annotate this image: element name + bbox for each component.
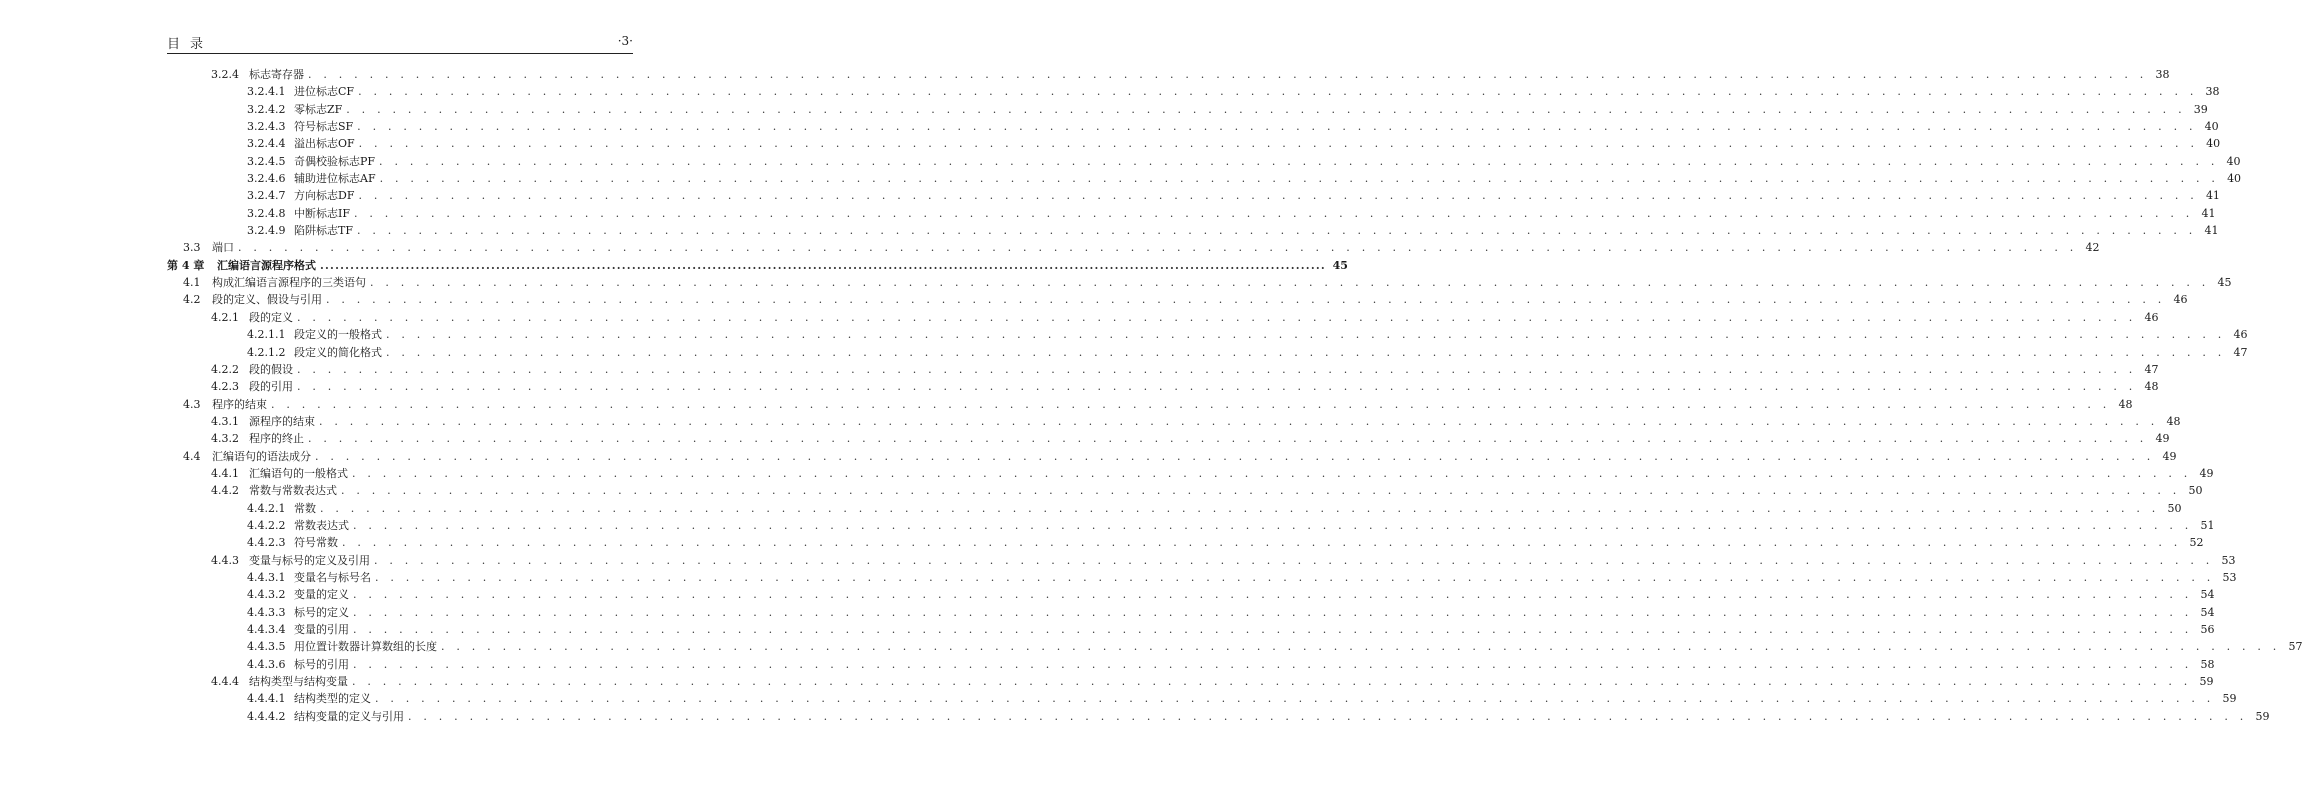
table-of-contents (167, 66, 2302, 725)
toc-entry-page: 59 (2255, 709, 2270, 723)
toc-entry-title: 程序的终止 (249, 432, 304, 446)
toc-entry-number: 4.4.2 (211, 484, 239, 498)
toc-entry (167, 482, 2203, 499)
toc-entry-title: 零标志ZF (294, 102, 343, 116)
toc-entry-title: 方向标志DF (294, 189, 355, 203)
toc-entry-page: 41 (2204, 224, 2219, 238)
toc-entry-page: 54 (2200, 605, 2215, 619)
toc-leader-dots: . . . . . . . . . . . . . . . . . . . . . . . . . . . . . . . . . . . . . . . . . . . . . . . . . . . . . . . . . . . . . . . . . . . . . . . . . . . . . . . . . . . . . . . . . . . . . . . . . . . . . . . . . . . . . . . . . . . . . . . . (297, 362, 2137, 376)
toc-entry-title: 标号的定义 (294, 605, 349, 619)
toc-entry-body (217, 257, 1348, 274)
toc-entry-body (294, 170, 2242, 187)
toc-leader-dots: . . . . . . . . . . . . . . . . . . . . . . . . . . . . . . . . . . . . . . . . . . . . . . . . . . . . . . . . . . . . . . . . . . . . . . . . . . . . . . . . . . . . . . . . . . . . . . . . . . . . . . . . . . . . . . . . . . . . . . . . (308, 68, 2148, 81)
toc-entry-number: 4.4.2.2 (247, 518, 286, 532)
toc-entry (167, 83, 2220, 100)
toc-entry-body (249, 309, 2159, 326)
toc-entry-number: 4.2 (183, 293, 201, 307)
toc-entry-title: 溢出标志OF (294, 137, 355, 151)
toc-entry-page: 49 (2199, 466, 2214, 480)
toc-entry-body (212, 448, 2177, 465)
toc-entry-title: 进位标志CF (294, 85, 355, 99)
toc-entry-body (294, 500, 2182, 517)
header-title: 目录 (167, 37, 214, 52)
toc-leader-dots: ........................................................................................................................................................................................................ (320, 258, 1326, 272)
toc-entry-number: 4.4.3.2 (247, 588, 286, 602)
toc-entry-page: 46 (2233, 328, 2248, 342)
toc-entry-page: 48 (2118, 397, 2133, 411)
toc-entry-body (249, 552, 2236, 569)
toc-entry-page: 49 (2155, 432, 2170, 446)
toc-entry-body (212, 274, 2232, 291)
toc-entry-number: 3.2.4 (211, 68, 239, 81)
toc-entry-page: 59 (2222, 692, 2237, 706)
toc-leader-dots: . . . . . . . . . . . . . . . . . . . . . . . . . . . . . . . . . . . . . . . . . . . . . . . . . . . . . . . . . . . . . . . . . . . . . . . . . . . . . . . . . . . . . . . . . . . . . . . . . . . . . . . . . . . . . . . . . . . . . . . . (375, 692, 2215, 706)
toc-entry-number: 4.2.1.2 (247, 345, 286, 359)
toc-leader-dots: . . . . . . . . . . . . . . . . . . . . . . . . . . . . . . . . . . . . . . . . . . . . . . . . . . . . . . . . . . . . . . . . . . . . . . . . . . . . . . . . . . . . . . . . . . . . . . . . . . . . . . . . . . . . . . . . . . . . . . . . (379, 154, 2219, 168)
toc-entry-number: 3.2.4.2 (247, 102, 286, 116)
toc-leader-dots: . . . . . . . . . . . . . . . . . . . . . . . . . . . . . . . . . . . . . . . . . . . . . . . . . . . . . . . . . . . . . . . . . . . . . . . . . . . . . . . . . . . . . . . . . . . . . . . . . . . . . . . . . . . . . . . . . . . . . . . . (358, 189, 2198, 203)
toc-entry-number: 4.4.3.5 (247, 640, 286, 654)
toc-leader-dots: . . . . . . . . . . . . . . . . . . . . . . . . . . . . . . . . . . . . . . . . . . . . . . . . . . . . . . . . . . . . . . . . . . . . . . . . . . . . . . . . . . . . . . . . . . . . . . . . . . . . . . . . . . . . . . . . . . . . . . . . (356, 224, 2197, 238)
toc-leader-dots: . . . . . . . . . . . . . . . . . . . . . . . . . . . . . . . . . . . . . . . . . . . . . . . . . . . . . . . . . . . . . . . . . . . . . . . . . . . . . . . . . . . . . . . . . . . . . . . . . . . . . . . . . . . . . . . . . . . . . . . . (297, 310, 2137, 324)
toc-entry-title: 变量的引用 (294, 623, 349, 636)
toc-entry-body (294, 534, 2204, 551)
toc-entry-title: 辅助进位标志AF (294, 172, 376, 186)
toc-entry-body (294, 326, 2248, 343)
toc-entry-title: 段的假设 (249, 362, 293, 376)
toc-entry (167, 187, 2220, 204)
toc-entry-page: 49 (2162, 449, 2177, 463)
toc-entry-number: 4.4.1 (211, 466, 239, 480)
toc-leader-dots: . . . . . . . . . . . . . . . . . . . . . . . . . . . . . . . . . . . . . . . . . . . . . . . . . . . . . . . . . . . . . . . . . . . . . . . . . . . . . . . . . . . . . . . . . . . . . . . . . . . . . . . . . . . . . . . . . . . . . . . . (379, 172, 2220, 186)
toc-entry-page: 47 (2144, 362, 2159, 376)
toc-leader-dots: . . . . . . . . . . . . . . . . . . . . . . . . . . . . . . . . . . . . . . . . . . . . . . . . . . . . . . . . . . . . . . . . . . . . . . . . . . . . . . . . . . . . . . . . . . . . . . . . . . . . . . . . . . . . . . . . . . . . . . . . (238, 241, 2078, 255)
toc-entry-number: 4.1 (183, 276, 201, 290)
toc-entry-title: 符号标志SF (294, 120, 354, 134)
toc-entry-page: 40 (2204, 120, 2219, 134)
toc-entry-body (294, 101, 2208, 118)
toc-entry-page: 58 (2200, 657, 2215, 671)
toc-leader-dots: . . . . . . . . . . . . . . . . . . . . . . . . . . . . . . . . . . . . . . . . . . . . . . . . . . . . . . . . . . . . . . . . . . . . . . . . . . . . . . . . . . . . . . . . . . . . . . . . . . . . . . . . . . . . . . . . . . . . . . . . (358, 137, 2199, 151)
toc-entry-number: 4.4.3 (211, 553, 239, 567)
toc-entry-page: 40 (2206, 137, 2221, 151)
toc-entry-page: 45 (1332, 258, 1348, 272)
toc-entry-number: 4.4.3.6 (247, 657, 286, 671)
toc-entry-body (249, 361, 2159, 378)
toc-entry-number: 4.4 (183, 449, 201, 463)
toc-entry-number: 4.2.1.1 (247, 328, 286, 342)
toc-entry (167, 378, 2159, 395)
toc-entry-page: 53 (2221, 553, 2236, 567)
toc-entry-page: 57 (2288, 640, 2302, 654)
toc-entry (167, 604, 2215, 621)
toc-entry-body (249, 66, 2170, 83)
toc-leader-dots: . . . . . . . . . . . . . . . . . . . . . . . . . . . . . . . . . . . . . . . . . . . . . . . . . . . . . . . . . . . . . . . . . . . . . . . . . . . . . . . . . . . . . . . . . . . . . . . . . . . . . . . . . . . . . . . . . . . . . . . . (271, 397, 2111, 411)
toc-entry (167, 170, 2242, 187)
toc-entry-page: 42 (2085, 241, 2100, 255)
toc-entry-page: 40 (2227, 172, 2242, 186)
toc-entry-body (294, 569, 2237, 586)
toc-leader-dots: . . . . . . . . . . . . . . . . . . . . . . . . . . . . . . . . . . . . . . . . . . . . . . . . . . . . . . . . . . . . . . . . . . . . . . . . . . . . . . . . . . . . . . . . . . . . . . . . . . . . . . . . . . . . . . . . . . . . . . . . (320, 501, 2160, 515)
toc-entry-number: 4.4.4.1 (247, 692, 286, 706)
toc-chapter-entry (167, 257, 1348, 274)
toc-entry (167, 517, 2215, 534)
toc-entry-number: 4.2.3 (211, 380, 239, 394)
toc-entry-body (294, 153, 2241, 170)
toc-entry-title: 结构类型与结构变量 (249, 675, 348, 689)
toc-entry-body (294, 690, 2237, 707)
toc-entry-number: 4.3 (183, 397, 201, 411)
toc-entry-page: 46 (2144, 310, 2159, 324)
toc-leader-dots: . . . . . . . . . . . . . . . . . . . . . . . . . . . . . . . . . . . . . . . . . . . . . . . . . . . . . . . . . . . . . . . . . . . . . . . . . . . . . . . . . . . . . . . . . . . . . . . . . . . . . . . . . . . . . . . . . . . . . . . . (353, 657, 2193, 671)
toc-entry (167, 673, 2214, 690)
toc-leader-dots: . . . . . . . . . . . . . . . . . . . . . . . . . . . . . . . . . . . . . . . . . . . . . . . . . . . . . . . . . . . . . . . . . . . . . . . . . . . . . . . . . . . . . . . . . . . . . . . . . . . . . . . . . . . . . . . . . . . . . . . . (375, 570, 2215, 584)
toc-entry-page: 38 (2205, 85, 2220, 99)
toc-entry-body (249, 673, 2214, 690)
toc-entry (167, 396, 2133, 413)
toc-entry-body (294, 135, 2221, 152)
toc-entry-number: 第 4 章 (167, 258, 205, 272)
toc-entry (167, 153, 2241, 170)
toc-entry-page: 45 (2217, 276, 2232, 290)
toc-entry-title: 汇编语句的一般格式 (249, 466, 348, 480)
toc-leader-dots: . . . . . . . . . . . . . . . . . . . . . . . . . . . . . . . . . . . . . . . . . . . . . . . . . . . . . . . . . . . . . . . . . . . . . . . . . . . . . . . . . . . . . . . . . . . . . . . . . . . . . . . . . . . . . . . . . . . . . . . . (352, 675, 2192, 689)
toc-entry-title: 变量与标号的定义及引用 (249, 553, 370, 567)
toc-entry-body (294, 187, 2220, 204)
header-page-number: ·3· (617, 34, 633, 48)
toc-entry (167, 344, 2248, 361)
toc-leader-dots: . . . . . . . . . . . . . . . . . . . . . . . . . . . . . . . . . . . . . . . . . . . . . . . . . . . . . . . . . . . . . . . . . . . . . . . . . . . . . . . . . . . . . . . . . . . . . . . . . . . . . . . . . . . . . . . . . . . . . . . . (357, 120, 2197, 134)
toc-entry-page: 40 (2226, 154, 2241, 168)
toc-entry-number: 3.2.4.8 (247, 206, 286, 220)
toc-entry-title: 段定义的一般格式 (294, 328, 382, 342)
toc-entry-body (294, 517, 2215, 534)
toc-entry (167, 448, 2177, 465)
toc-entry (167, 309, 2159, 326)
toc-entry (167, 690, 2237, 707)
toc-entry (167, 534, 2204, 551)
toc-entry-title: 源程序的结束 (249, 414, 315, 428)
toc-entry-number: 3.2.4.5 (247, 154, 286, 168)
toc-entry-body (294, 656, 2215, 673)
toc-entry-body (212, 291, 2188, 308)
toc-entry-title: 段定义的简化格式 (294, 345, 382, 359)
toc-entry-number: 3.2.4.3 (247, 120, 286, 134)
toc-entry-title: 变量名与标号名 (294, 570, 371, 584)
toc-entry-number: 4.4.2.3 (247, 536, 286, 550)
toc-leader-dots: . . . . . . . . . . . . . . . . . . . . . . . . . . . . . . . . . . . . . . . . . . . . . . . . . . . . . . . . . . . . . . . . . . . . . . . . . . . . . . . . . . . . . . . . . . . . . . . . . . . . . . . . . . . . . . . . . . . . . . . . (386, 345, 2226, 359)
toc-entry-body (249, 413, 2181, 430)
toc-entry (167, 361, 2159, 378)
toc-entry-title: 端口 (212, 241, 234, 255)
toc-leader-dots: . . . . . . . . . . . . . . . . . . . . . . . . . . . . . . . . . . . . . . . . . . . . . . . . . . . . . . . . . . . . . . . . . . . . . . . . . . . . . . . . . . . . . . . . . . . . . . . . . . . . . . . . . . . . . . . . . . . . . . . . (308, 432, 2148, 446)
toc-entry-page: 46 (2173, 293, 2188, 307)
toc-entry (167, 291, 2188, 308)
toc-entry-page: 48 (2166, 414, 2181, 428)
toc-entry-page: 56 (2200, 623, 2215, 636)
toc-leader-dots: . . . . . . . . . . . . . . . . . . . . . . . . . . . . . . . . . . . . . . . . . . . . . . . . . . . . . . . . . . . . . . . . . . . . . . . . . . . . . . . . . . . . . . . . . . . . . . . . . . . . . . . . . . . . . . . . . . . . . . . . (408, 709, 2248, 723)
toc-entry-title: 常数表达式 (294, 518, 349, 532)
toc-leader-dots: . . . . . . . . . . . . . . . . . . . . . . . . . . . . . . . . . . . . . . . . . . . . . . . . . . . . . . . . . . . . . . . . . . . . . . . . . . . . . . . . . . . . . . . . . . . . . . . . . . . . . . . . . . . . . . . . . . . . . . . . (326, 293, 2166, 307)
toc-entry-title: 用位置计数器计算数组的长度 (294, 640, 437, 654)
toc-entry (167, 569, 2237, 586)
toc-entry-number: 3.2.4.1 (247, 85, 286, 99)
toc-entry-number: 3.3 (183, 241, 201, 255)
toc-entry-title: 程序的结束 (212, 397, 267, 411)
toc-entry-title: 符号常数 (294, 536, 338, 550)
toc-entry-page: 59 (2199, 675, 2214, 689)
toc-entry-page: 50 (2188, 484, 2203, 498)
toc-entry-title: 标志寄存器 (249, 68, 304, 81)
toc-entry-body (294, 344, 2248, 361)
toc-entry (167, 465, 2214, 482)
toc-entry (167, 118, 2219, 135)
toc-entry-title: 变量的定义 (294, 588, 349, 602)
toc-entry-page: 50 (2167, 501, 2182, 515)
toc-entry (167, 101, 2208, 118)
toc-leader-dots: . . . . . . . . . . . . . . . . . . . . . . . . . . . . . . . . . . . . . . . . . . . . . . . . . . . . . . . . . . . . . . . . . . . . . . . . . . . . . . . . . . . . . . . . . . . . . . . . . . . . . . . . . . . . . . . . . . . . . . . . (319, 414, 2159, 428)
toc-entry-body (294, 604, 2215, 621)
toc-entry-page: 38 (2155, 68, 2170, 81)
toc-entry-number: 3.2.4.6 (247, 172, 286, 186)
toc-entry-title: 标号的引用 (294, 657, 349, 671)
toc-entry-number: 4.2.2 (211, 362, 239, 376)
toc-leader-dots: . . . . . . . . . . . . . . . . . . . . . . . . . . . . . . . . . . . . . . . . . . . . . . . . . . . . . . . . . . . . . . . . . . . . . . . . . . . . . . . . . . . . . . . . . . . . . . . . . . . . . . . . . . . . . . . . . . . . . . . . (374, 553, 2214, 567)
toc-entry-page: 41 (2205, 189, 2220, 203)
toc-entry-page: 53 (2222, 570, 2237, 584)
toc-entry-body (294, 708, 2270, 725)
toc-entry-number: 4.3.2 (211, 432, 239, 446)
toc-leader-dots: . . . . . . . . . . . . . . . . . . . . . . . . . . . . . . . . . . . . . . . . . . . . . . . . . . . . . . . . . . . . . . . . . . . . . . . . . . . . . . . . . . . . . . . . . . . . . . . . . . . . . . . . . . . . . . . . . . . . . . . . (297, 380, 2137, 394)
toc-entry (167, 66, 2170, 83)
toc-entry-body (294, 83, 2220, 100)
toc-leader-dots: . . . . . . . . . . . . . . . . . . . . . . . . . . . . . . . . . . . . . . . . . . . . . . . . . . . . . . . . . . . . . . . . . . . . . . . . . . . . . . . . . . . . . . . . . . . . . . . . . . . . . . . . . . . . . . . . . . . . . . . . (346, 102, 2186, 116)
toc-leader-dots: . . . . . . . . . . . . . . . . . . . . . . . . . . . . . . . . . . . . . . . . . . . . . . . . . . . . . . . . . . . . . . . . . . . . . . . . . . . . . . . . . . . . . . . . . . . . . . . . . . . . . . . . . . . . . . . . . . . . . . . . (352, 466, 2192, 480)
toc-leader-dots: . . . . . . . . . . . . . . . . . . . . . . . . . . . . . . . . . . . . . . . . . . . . . . . . . . . . . . . . . . . . . . . . . . . . . . . . . . . . . . . . . . . . . . . . . . . . . . . . . . . . . . . . . . . . . . . . . . . . . . . . (353, 518, 2193, 532)
toc-entry-number: 4.4.2.1 (247, 501, 286, 515)
toc-entry-title: 段的定义 (249, 310, 293, 324)
toc-leader-dots: . . . . . . . . . . . . . . . . . . . . . . . . . . . . . . . . . . . . . . . . . . . . . . . . . . . . . . . . . . . . . . . . . . . . . . . . . . . . . . . . . . . . . . . . . . . . . . . . . . . . . . . . . . . . . . . . . . . . . . . . (342, 536, 2182, 550)
toc-leader-dots: . . . . . . . . . . . . . . . . . . . . . . . . . . . . . . . . . . . . . . . . . . . . . . . . . . . . . . . . . . . . . . . . . . . . . . . . . . . . . . . . . . . . . . . . . . . . . . . . . . . . . . . . . . . . . . . . . . . . . . . . (386, 328, 2226, 342)
toc-leader-dots: . . . . . . . . . . . . . . . . . . . . . . . . . . . . . . . . . . . . . . . . . . . . . . . . . . . . . . . . . . . . . . . . . . . . . . . . . . . . . . . . . . . . . . . . . . . . . . . . . . . . . . . . . . . . . . . . . . . . . . . . (370, 276, 2210, 290)
toc-entry-page: 54 (2200, 588, 2215, 602)
toc-entry-body (212, 239, 2100, 256)
toc-entry-page: 47 (2233, 345, 2248, 359)
toc-entry (167, 430, 2170, 447)
toc-entry-number: 4.4.4.2 (247, 709, 286, 723)
toc-entry (167, 552, 2236, 569)
toc-entry-body (294, 638, 2302, 655)
toc-entry-number: 4.4.3.4 (247, 623, 286, 636)
toc-entry-title: 汇编语言源程序格式 (217, 258, 316, 272)
toc-entry-number: 4.2.1 (211, 310, 239, 324)
toc-entry-body (249, 378, 2159, 395)
toc-entry-body (294, 586, 2215, 603)
toc-entry-number: 3.2.4.7 (247, 189, 286, 203)
toc-entry-number: 4.4.4 (211, 675, 239, 689)
toc-leader-dots: . . . . . . . . . . . . . . . . . . . . . . . . . . . . . . . . . . . . . . . . . . . . . . . . . . . . . . . . . . . . . . . . . . . . . . . . . . . . . . . . . . . . . . . . . . . . . . . . . . . . . . . . . . . . . . . . . . . . . . . . (353, 206, 2194, 220)
toc-entry-body (294, 222, 2219, 239)
toc-entry (167, 135, 2221, 152)
toc-entry-body (249, 482, 2203, 499)
toc-leader-dots: . . . . . . . . . . . . . . . . . . . . . . . . . . . . . . . . . . . . . . . . . . . . . . . . . . . . . . . . . . . . . . . . . . . . . . . . . . . . . . . . . . . . . . . . . . . . . . . . . . . . . . . . . . . . . . . . . . . . . . . . (441, 640, 2281, 654)
toc-entry (167, 274, 2232, 291)
toc-entry-title: 奇偶校验标志PF (294, 154, 376, 168)
toc-entry-page: 41 (2201, 206, 2216, 220)
toc-entry-title: 陷阱标志TF (294, 224, 353, 238)
toc-entry-body (249, 465, 2214, 482)
toc-entry-number: 4.3.1 (211, 414, 239, 428)
toc-leader-dots: . . . . . . . . . . . . . . . . . . . . . . . . . . . . . . . . . . . . . . . . . . . . . . . . . . . . . . . . . . . . . . . . . . . . . . . . . . . . . . . . . . . . . . . . . . . . . . . . . . . . . . . . . . . . . . . . . . . . . . . . (341, 484, 2181, 498)
toc-entry-title: 构成汇编语言源程序的三类语句 (212, 276, 366, 290)
toc-entry (167, 621, 2215, 638)
toc-entry-page: 39 (2193, 102, 2208, 116)
toc-leader-dots: . . . . . . . . . . . . . . . . . . . . . . . . . . . . . . . . . . . . . . . . . . . . . . . . . . . . . . . . . . . . . . . . . . . . . . . . . . . . . . . . . . . . . . . . . . . . . . . . . . . . . . . . . . . . . . . . . . . . . . . . (353, 605, 2193, 619)
toc-entry (167, 239, 2100, 256)
toc-entry-page: 48 (2144, 380, 2159, 394)
toc-entry-body (294, 118, 2219, 135)
toc-entry (167, 708, 2270, 725)
toc-entry-number: 3.2.4.9 (247, 224, 286, 238)
toc-entry-page: 51 (2200, 518, 2215, 532)
toc-entry-number: 4.4.3.1 (247, 570, 286, 584)
toc-leader-dots: . . . . . . . . . . . . . . . . . . . . . . . . . . . . . . . . . . . . . . . . . . . . . . . . . . . . . . . . . . . . . . . . . . . . . . . . . . . . . . . . . . . . . . . . . . . . . . . . . . . . . . . . . . . . . . . . . . . . . . . . (358, 85, 2198, 99)
toc-entry-title: 常数与常数表达式 (249, 484, 337, 498)
toc-leader-dots: . . . . . . . . . . . . . . . . . . . . . . . . . . . . . . . . . . . . . . . . . . . . . . . . . . . . . . . . . . . . . . . . . . . . . . . . . . . . . . . . . . . . . . . . . . . . . . . . . . . . . . . . . . . . . . . . . . . . . . . . (315, 449, 2155, 463)
toc-entry-title: 常数 (294, 501, 316, 515)
toc-entry (167, 586, 2215, 603)
toc-leader-dots: . . . . . . . . . . . . . . . . . . . . . . . . . . . . . . . . . . . . . . . . . . . . . . . . . . . . . . . . . . . . . . . . . . . . . . . . . . . . . . . . . . . . . . . . . . . . . . . . . . . . . . . . . . . . . . . . . . . . . . . . (353, 623, 2193, 636)
toc-entry-page: 52 (2189, 536, 2204, 550)
toc-entry-body (294, 621, 2215, 638)
toc-entry-title: 汇编语句的语法成分 (212, 449, 311, 463)
toc-entry-number: 3.2.4.4 (247, 137, 286, 151)
toc-entry-body (249, 430, 2170, 447)
toc-entry-body (212, 396, 2133, 413)
toc-entry-title: 结构变量的定义与引用 (294, 709, 404, 723)
toc-leader-dots: . . . . . . . . . . . . . . . . . . . . . . . . . . . . . . . . . . . . . . . . . . . . . . . . . . . . . . . . . . . . . . . . . . . . . . . . . . . . . . . . . . . . . . . . . . . . . . . . . . . . . . . . . . . . . . . . . . . . . . . . (353, 588, 2193, 602)
toc-entry-body (294, 205, 2216, 222)
toc-entry (167, 500, 2182, 517)
page-header (167, 33, 633, 54)
toc-entry (167, 326, 2248, 343)
toc-entry-title: 段的定义、假设与引用 (212, 293, 322, 307)
toc-entry-title: 结构类型的定义 (294, 692, 371, 706)
toc-entry-title: 段的引用 (249, 380, 293, 394)
toc-entry (167, 638, 2302, 655)
toc-entry (167, 656, 2215, 673)
toc-entry (167, 413, 2181, 430)
toc-entry-title: 中断标志IF (294, 206, 350, 220)
toc-entry-number: 4.4.3.3 (247, 605, 286, 619)
toc-entry (167, 205, 2216, 222)
toc-entry (167, 222, 2219, 239)
